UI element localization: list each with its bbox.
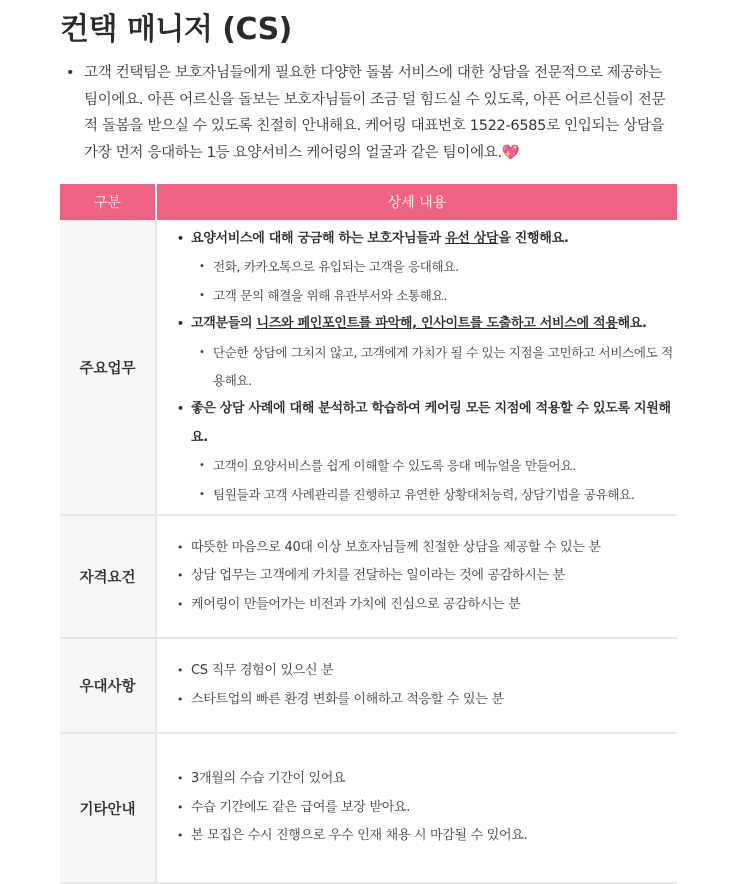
heart-icon: 💖 xyxy=(501,144,520,161)
detail-other xyxy=(156,733,677,883)
intro-bullet: • xyxy=(66,65,75,81)
category-qualifications: 자격요건 xyxy=(60,515,156,638)
list-item: • 3개월의 수습 기간이 있어요 xyxy=(177,765,677,793)
header-detail: 상세 내용 xyxy=(156,184,677,220)
detail-preferred xyxy=(156,638,677,733)
list-item: • 고객 문의 해결을 위해 유관부서와 소통해요. xyxy=(199,282,677,310)
list-item: • 수습 기간에도 같은 급여를 보장 받아요. xyxy=(177,794,677,822)
list-item: • 단순한 상담에 그치지 않고, 고객에게 가치가 될 수 있는 지점을 고민하고 서비스에도 적용해요. xyxy=(199,339,677,396)
sub-list xyxy=(199,253,677,310)
list-item: • 상담 업무는 고객에게 가치를 전달하는 일이라는 것에 공감하시는 분 xyxy=(177,562,677,590)
table-row-qualifications xyxy=(60,515,677,638)
list-item: • 스타트업의 빠른 환경 변화를 이해하고 적응할 수 있는 분 xyxy=(177,686,677,714)
intro-paragraph xyxy=(84,60,678,166)
qualification-list xyxy=(177,534,677,619)
table-row-other xyxy=(60,733,677,883)
list-item: • CS 직무 경험이 있으신 분 xyxy=(177,657,677,685)
list-item: • 고객분들의 니즈와 페인포인트를 파악해, 인사이트를 도출하고 서비스에 적용해요. • 단순한 상담에 그치지 않고, 고객에게 가치가 될 수 있는 지점을 고민하고 서비스에도 적용해요. xyxy=(177,310,677,395)
sub-list xyxy=(199,339,677,396)
list-item: • 전화, 카카오톡으로 유입되는 고객을 응대해요. xyxy=(199,253,677,281)
list-item: • 좋은 상담 사례에 대해 분석하고 학습하여 케어링 모든 지점에 적용할 수 있도록 지원해요. • 고객이 요양서비스를 쉽게 이해할 수 있도록 응대 메뉴얼을 만들어요. • 팀원들과 고객 사례관리를 진행하고 유연한 상황대처능력, 상담기법을 공유해요. xyxy=(177,395,677,509)
category-other: 기타안내 xyxy=(60,733,156,883)
job-info-table xyxy=(60,184,677,884)
detail-qualifications xyxy=(156,515,677,638)
category-main-duties: 주요업무 xyxy=(60,220,156,515)
list-item: • 케어링이 만들어가는 비전과 가치에 진심으로 공감하시는 분 xyxy=(177,591,677,619)
category-preferred: 우대사항 xyxy=(60,638,156,733)
table-row-main-duties xyxy=(60,220,677,515)
sub-list xyxy=(199,452,677,509)
list-item: • 고객이 요양서비스를 쉽게 이해할 수 있도록 응대 메뉴얼을 만들어요. xyxy=(199,452,677,480)
intro-text: 고객 컨택팀은 보호자님들에게 필요한 다양한 돌봄 서비스에 대한 상담을 전문적으로 제공하는 팀이에요. 아픈 어르신을 돌보는 보호자님들이 조금 덜 힘드실 수 있도록, 아픈 어르신들이 전문적 돌봄을 받으실 수 있도록 친절히 안내해요. 케어링 대표번호 1522-6585로 인입되는 상담을 가장 먼저 응대하는 1등 요양서비스 케어링의 얼굴과 같은 팀이에요. xyxy=(84,65,666,161)
table-row-preferred xyxy=(60,638,677,733)
table-header-row xyxy=(60,184,677,220)
detail-main-duties xyxy=(156,220,677,515)
list-item: • 본 모집은 수시 진행으로 우수 인재 채용 시 마감될 수 있어요. xyxy=(177,822,677,850)
page-title: 컨택 매니저 (CS) xyxy=(60,12,292,47)
header-category: 구분 xyxy=(60,184,156,220)
other-list xyxy=(177,765,677,850)
list-item: • 팀원들과 고객 사례관리를 진행하고 유연한 상황대처능력, 상담기법을 공유해요. xyxy=(199,481,677,509)
duty-list xyxy=(177,225,677,509)
intro-section xyxy=(66,60,678,166)
preferred-list xyxy=(177,657,677,714)
list-item: • 요양서비스에 대해 궁금해 하는 보호자님들과 유선 상담을 진행해요. • 전화, 카카오톡으로 유입되는 고객을 응대해요. • 고객 문의 해결을 위해 유관부서와 소통해요. xyxy=(177,225,677,310)
list-item: • 따뜻한 마음으로 40대 이상 보호자님들께 친절한 상담을 제공할 수 있는 분 xyxy=(177,534,677,562)
